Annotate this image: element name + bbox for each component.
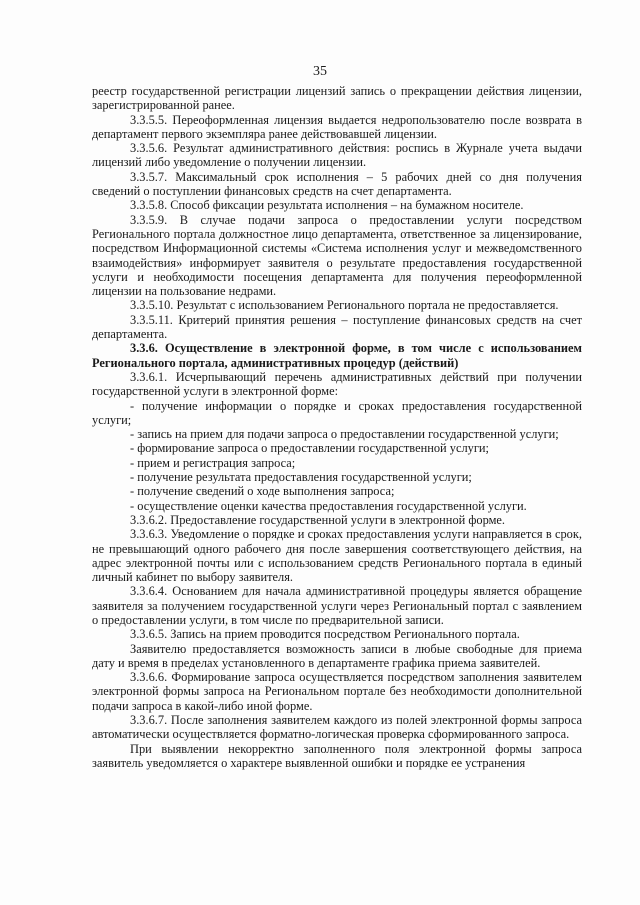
list-item: - запись на прием для подачи запроса о предоставлении государственной услуги; bbox=[130, 427, 559, 442]
section-heading: 3.3.6. Осуществление в электронной форме, в том числе с использованием Регионального портала, административных процедур (действий) bbox=[92, 341, 582, 370]
paragraph: 3.3.5.11. Критерий принятия решения – поступление финансовых средств на счет департамента. bbox=[92, 312, 582, 342]
page-number: 35 bbox=[313, 64, 327, 79]
paragraph: 3.3.5.6. Результат административного действия: роспись в Журнале учета выдачи лицензий либо уведомление о получении лицензии. bbox=[92, 141, 582, 170]
paragraph: При выявлении некорректно заполненного поля электронной формы запроса заявитель уведомляется о характере выявленной ошибки и порядке ее устранения bbox=[92, 741, 582, 770]
list-item: - получение результата предоставления государственной услуги; bbox=[130, 470, 472, 485]
list-item: - получение сведений о ходе выполнения запроса; bbox=[130, 484, 395, 499]
paragraph: реестр государственной регистрации лицензий запись о прекращении действия лицензии, зарегистрированной ранее. bbox=[92, 84, 582, 113]
paragraph: 3.3.6.1. Исчерпывающий перечень административных действий при получении государственной услуги в электронной форме: bbox=[92, 369, 582, 399]
list-item: - осуществление оценки качества предоставления государственной услуги. bbox=[130, 498, 527, 513]
paragraph: 3.3.6.7. После заполнения заявителем каждого из полей электронной формы запроса автоматически осуществляется форматно-логическая проверка сформированного запроса. bbox=[92, 713, 582, 742]
paragraph: 3.3.5.9. В случае подачи запроса о предоставлении услуги посредством Регионального портала должностное лицо департамента, ответственное за лицензирование, посредством Информационной системы «Система исполнения услуг и межведомственного взаимодействия» информирует заявителя о результате предоставления государственной услуги и необходимости посещения департамента для получения переоформленной лицензии на пользование недрами. bbox=[92, 212, 582, 299]
paragraph: 3.3.6.2. Предоставление государственной услуги в электронной форме. bbox=[130, 512, 506, 527]
list-item: - формирование запроса о предоставлении государственной услуги; bbox=[130, 441, 489, 456]
list-item: - прием и регистрация запроса; bbox=[130, 455, 296, 470]
paragraph: 3.3.6.4. Основанием для начала административной процедуры является обращение заявителя за получением государственной услуги через Региональный портал с заявлением о предоставлении услуги, в том числе по предварительной записи. bbox=[92, 584, 582, 627]
paragraph: Заявителю предоставляется возможность записи в любые свободные для приема дату и время в пределах установленного в департаменте графика приема заявителей. bbox=[92, 641, 582, 670]
paragraph: 3.3.5.7. Максимальный срок исполнения – 5 рабочих дней со дня получения сведений о поступлении финансовых средств на счет департамента. bbox=[92, 169, 582, 199]
paragraph: 3.3.5.10. Результат с использованием Регионального портала не предоставляется. bbox=[130, 298, 559, 313]
paragraph: 3.3.6.6. Формирование запроса осуществляется посредством заполнения заявителем электронной формы запроса на Региональном портале без необходимости дополнительной подачи запроса в какой-либо иной форме. bbox=[92, 670, 582, 713]
document-body bbox=[92, 84, 582, 770]
paragraph: 3.3.5.5. Переоформленная лицензия выдается недропользователю после возврата в департамент первого экземпляра ранее действовавшей лицензии. bbox=[92, 112, 582, 141]
paragraph: 3.3.6.3. Уведомление о порядке и сроках предоставления услуги направляется в срок, не превышающий одного рабочего дня после завершения соответствующего действия, на адрес электронной почты или с использованием средств Регионального портала в единый личный кабинет по выбору заявителя. bbox=[92, 527, 582, 585]
paragraph: 3.3.5.8. Способ фиксации результата исполнения – на бумажном носителе. bbox=[130, 198, 524, 213]
list-item: - получение информации о порядке и сроках предоставления государственной услуги; bbox=[92, 398, 582, 427]
paragraph: 3.3.6.5. Запись на прием проводится посредством Регионального портала. bbox=[130, 627, 520, 642]
